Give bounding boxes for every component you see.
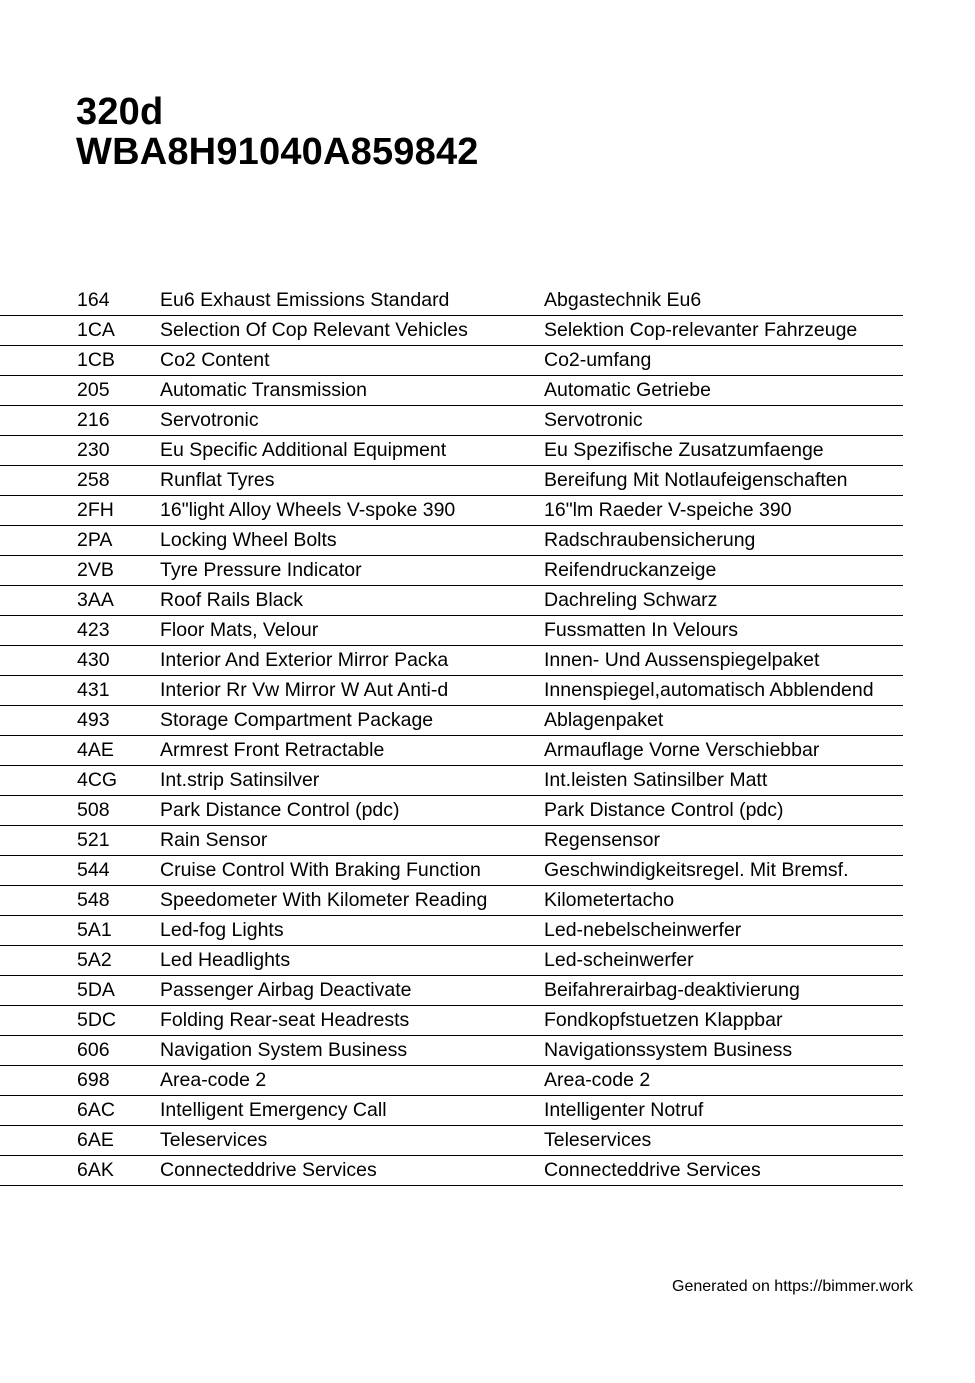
option-row — [0, 646, 903, 676]
option-code: 205 — [77, 379, 110, 401]
option-description-en: Led-fog Lights — [160, 919, 284, 941]
option-description-en: Roof Rails Black — [160, 589, 304, 611]
option-code: 430 — [77, 649, 110, 671]
model-name: 320d — [76, 91, 164, 133]
option-code: 4AE — [77, 739, 114, 761]
option-description-en: Automatic Transmission — [160, 379, 367, 401]
option-code: 431 — [77, 679, 110, 701]
option-description-de: Dachreling Schwarz — [544, 589, 718, 611]
option-row — [0, 586, 903, 616]
option-row — [0, 1066, 903, 1096]
option-description-de: Regensensor — [544, 829, 660, 851]
option-code: 3AA — [77, 589, 114, 611]
option-row — [0, 856, 903, 886]
option-code: 5A1 — [77, 919, 112, 941]
option-row — [0, 916, 903, 946]
option-row — [0, 976, 903, 1006]
option-code: 6AK — [77, 1159, 114, 1181]
option-code: 544 — [77, 859, 110, 881]
option-description-en: Passenger Airbag Deactivate — [160, 979, 412, 1001]
option-description-en: Co2 Content — [160, 349, 270, 371]
option-description-de: Reifendruckanzeige — [544, 559, 717, 581]
option-description-de: Selektion Cop-relevanter Fahrzeuge — [544, 319, 858, 341]
option-row — [0, 526, 903, 556]
option-code: 1CB — [77, 349, 115, 371]
option-description-de: Fussmatten In Velours — [544, 619, 739, 641]
option-description-de: Geschwindigkeitsregel. Mit Bremsf. — [544, 859, 849, 881]
option-description-en: Teleservices — [160, 1129, 268, 1151]
option-description-de: Ablagenpaket — [544, 709, 664, 731]
option-row — [0, 316, 903, 346]
option-code: 548 — [77, 889, 110, 911]
option-description-de: Kilometertacho — [544, 889, 675, 911]
option-code: 164 — [77, 289, 110, 311]
option-code: 2PA — [77, 529, 113, 551]
generated-footer: Generated on https://bimmer.work — [672, 1278, 913, 1295]
option-description-en: Servotronic — [160, 409, 259, 431]
option-description-en: Intelligent Emergency Call — [160, 1099, 387, 1121]
option-description-de: Area-code 2 — [544, 1069, 651, 1091]
option-row — [0, 286, 903, 316]
option-description-de: Eu Spezifische Zusatzumfaenge — [544, 439, 824, 461]
option-description-en: Led Headlights — [160, 949, 291, 971]
option-code: 2FH — [77, 499, 114, 521]
option-description-de: Navigationssystem Business — [544, 1039, 793, 1061]
option-description-de: Int.leisten Satinsilber Matt — [544, 769, 768, 791]
option-row — [0, 376, 903, 406]
page-title — [76, 92, 479, 172]
option-description-en: Connecteddrive Services — [160, 1159, 377, 1181]
option-description-de: Innen- Und Aussenspiegelpaket — [544, 649, 820, 671]
option-description-en: Floor Mats, Velour — [160, 619, 319, 641]
option-description-en: Area-code 2 — [160, 1069, 267, 1091]
option-description-en: Armrest Front Retractable — [160, 739, 385, 761]
option-description-en: Storage Compartment Package — [160, 709, 434, 731]
option-description-de: Led-scheinwerfer — [544, 949, 694, 971]
option-row — [0, 346, 903, 376]
option-description-en: Runflat Tyres — [160, 469, 275, 491]
option-code: 698 — [77, 1069, 110, 1091]
option-row — [0, 706, 903, 736]
option-description-en: Selection Of Cop Relevant Vehicles — [160, 319, 468, 341]
option-row — [0, 1006, 903, 1036]
option-description-en: Cruise Control With Braking Function — [160, 859, 481, 881]
option-row — [0, 1096, 903, 1126]
option-description-de: Co2-umfang — [544, 349, 652, 371]
option-code: 1CA — [77, 319, 115, 341]
option-code: 4CG — [77, 769, 118, 791]
option-code: 521 — [77, 829, 110, 851]
option-row — [0, 766, 903, 796]
option-description-en: Rain Sensor — [160, 829, 268, 851]
option-row — [0, 796, 903, 826]
option-row — [0, 736, 903, 766]
option-description-en: Int.strip Satinsilver — [160, 769, 320, 791]
option-description-en: Locking Wheel Bolts — [160, 529, 337, 551]
option-description-de: Innenspiegel,automatisch Abblendend — [544, 679, 874, 701]
option-code: 5A2 — [77, 949, 112, 971]
option-description-en: Interior And Exterior Mirror Packa — [160, 649, 449, 671]
option-description-de: Bereifung Mit Notlaufeigenschaften — [544, 469, 848, 491]
option-description-de: Connecteddrive Services — [544, 1159, 761, 1181]
option-description-en: Folding Rear-seat Headrests — [160, 1009, 410, 1031]
option-code: 606 — [77, 1039, 110, 1061]
option-row — [0, 946, 903, 976]
option-row — [0, 496, 903, 526]
option-description-de: Servotronic — [544, 409, 643, 431]
option-row — [0, 406, 903, 436]
option-description-de: Beifahrerairbag-deaktivierung — [544, 979, 800, 1001]
option-description-de: Radschraubensicherung — [544, 529, 756, 551]
option-description-en: Eu6 Exhaust Emissions Standard — [160, 289, 450, 311]
option-row — [0, 826, 903, 856]
option-code: 423 — [77, 619, 110, 641]
option-description-de: Intelligenter Notruf — [544, 1099, 704, 1121]
option-row — [0, 676, 903, 706]
option-description-de: Park Distance Control (pdc) — [544, 799, 784, 821]
option-description-de: Fondkopfstuetzen Klappbar — [544, 1009, 783, 1031]
option-description-de: Armauflage Vorne Verschiebbar — [544, 739, 820, 761]
option-row — [0, 1156, 903, 1186]
option-code: 258 — [77, 469, 110, 491]
option-code: 230 — [77, 439, 110, 461]
option-description-de: 16"lm Raeder V-speiche 390 — [544, 499, 792, 521]
option-code: 216 — [77, 409, 110, 431]
option-description-en: Speedometer With Kilometer Reading — [160, 889, 488, 911]
option-description-de: Automatic Getriebe — [544, 379, 711, 401]
option-row — [0, 436, 903, 466]
option-row — [0, 1036, 903, 1066]
options-list — [0, 286, 903, 1186]
option-row — [0, 1126, 903, 1156]
option-row — [0, 886, 903, 916]
option-description-en: 16"light Alloy Wheels V-spoke 390 — [160, 499, 456, 521]
option-code: 493 — [77, 709, 110, 731]
option-description-en: Eu Specific Additional Equipment — [160, 439, 447, 461]
option-code: 2VB — [77, 559, 114, 581]
option-code: 5DC — [77, 1009, 117, 1031]
option-row — [0, 556, 903, 586]
option-description-de: Abgastechnik Eu6 — [544, 289, 702, 311]
option-code: 508 — [77, 799, 110, 821]
option-row — [0, 466, 903, 496]
option-code: 5DA — [77, 979, 115, 1001]
vin-number: WBA8H91040A859842 — [76, 131, 479, 173]
option-code: 6AE — [77, 1129, 114, 1151]
option-code: 6AC — [77, 1099, 115, 1121]
option-description-de: Teleservices — [544, 1129, 652, 1151]
option-description-en: Interior Rr Vw Mirror W Aut Anti-d — [160, 679, 449, 701]
option-description-en: Park Distance Control (pdc) — [160, 799, 400, 821]
option-description-en: Tyre Pressure Indicator — [160, 559, 362, 581]
option-description-en: Navigation System Business — [160, 1039, 408, 1061]
option-row — [0, 616, 903, 646]
option-description-de: Led-nebelscheinwerfer — [544, 919, 742, 941]
